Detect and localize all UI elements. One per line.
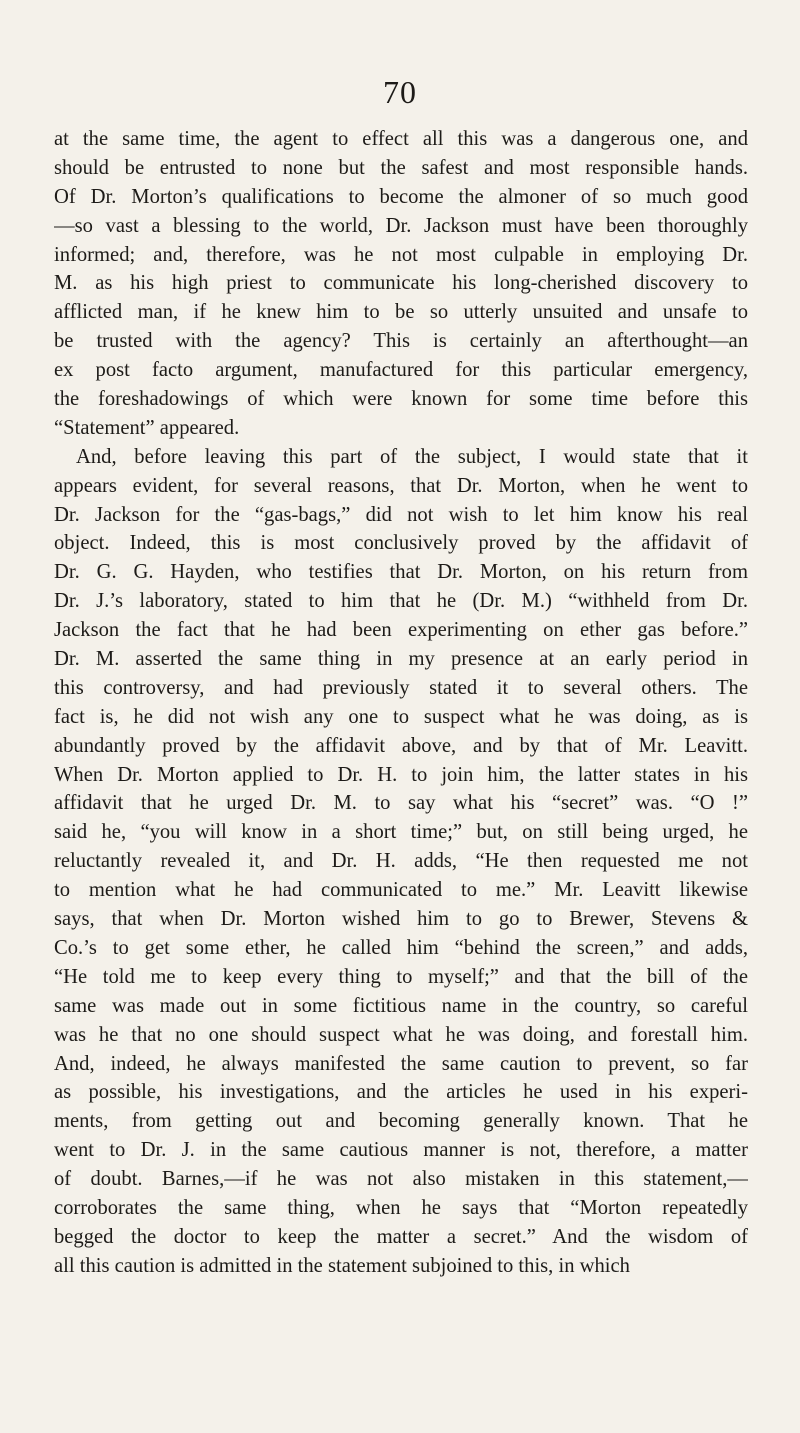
text-line: —so vast a blessing to the world, Dr. Jackson must have been thoroughly [54,214,748,237]
text-line: appears evident, for several reasons, that Dr. Morton, when he went to [54,474,748,497]
text-line: all this caution is admitted in the statement subjoined to this, in which [54,1254,630,1277]
text-line: begged the doctor to keep the matter a secret.” And the wisdom of [54,1225,748,1248]
text-line: object. Indeed, this is most conclusively proved by the affidavit of [54,532,748,555]
text-line: of doubt. Barnes,—if he was not also mistaken in this statement,— [54,1168,748,1191]
page-number: 70 [383,74,417,110]
text-line: Dr. G. G. Hayden, who testifies that Dr. Morton, on his return from [54,561,748,584]
text-line: Dr. Jackson for the “gas-bags,” did not wish to let him know his real [54,503,748,526]
text-line: should be entrusted to none but the safest and most responsible hands. [54,156,748,179]
text-line: the foreshadowings of which were known for some time before this [54,388,748,411]
text-line: this controversy, and had previously stated it to several others. The [54,676,748,699]
text-line: M. as his high priest to communicate his long-cherished discovery to [54,272,748,295]
text-line: afflicted man, if he knew him to be so utterly unsuited and unsafe to [54,301,748,324]
text-line: reluctantly revealed it, and Dr. H. adds, “He then requested me not [54,850,748,873]
text-line: was he that no one should suspect what he was doing, and forestall him. [54,1023,748,1046]
text-line: When Dr. Morton applied to Dr. H. to join him, the latter states in his [54,763,748,786]
text-line: And, before leaving this part of the subject, I would state that it [76,445,748,468]
text-line: Co.’s to get some ether, he called him “behind the screen,” and adds, [54,936,748,959]
text-line: same was made out in some fictitious name in the country, so careful [54,994,748,1017]
text-line: Of Dr. Morton’s qualifications to become the almoner of so much good [54,185,748,208]
text-line: at the same time, the agent to effect all this was a dangerous one, and [54,128,748,150]
text-line: corroborates the same thing, when he says that “Morton repeatedly [54,1196,748,1219]
text-line: informed; and, therefore, was he not most culpable in employing Dr. [54,243,748,266]
text-line: fact is, he did not wish any one to suspect what he was doing, as is [54,705,748,728]
text-line: abundantly proved by the affidavit above, and by that of Mr. Leavitt. [54,734,748,757]
text-line: Dr. J.’s laboratory, stated to him that he (Dr. M.) “withheld from Dr. [54,590,748,613]
text-line: Jackson the fact that he had been experimenting on ether gas before.” [54,619,748,642]
text-line: to mention what he had communicated to me.” Mr. Leavitt likewise [54,879,748,902]
text-line: And, indeed, he always manifested the same caution to prevent, so far [54,1052,748,1075]
text-line: affidavit that he urged Dr. M. to say what his “secret” was. “O !” [54,792,748,815]
text-line: “Statement” appeared. [54,416,240,439]
text-line: ments, from getting out and becoming generally known. That he [54,1110,748,1133]
text-line: ex post facto argument, manufactured for this particular emergency, [54,359,748,382]
text-line: went to Dr. J. in the same cautious manner is not, therefore, a matter [54,1139,748,1162]
text-line: said he, “you will know in a short time;” but, on still being urged, he [54,821,748,844]
text-line: Dr. M. asserted the same thing in my presence at an early period in [54,648,748,671]
text-line: says, that when Dr. Morton wished him to go to Brewer, Stevens & [54,908,748,931]
text-line: be trusted with the agency? This is certainly an afterthought—an [54,330,748,353]
text-line: “He told me to keep every thing to myself;” and that the bill of the [54,965,748,988]
text-line: as possible, his investigations, and the articles he used in his experi- [54,1081,748,1104]
body-text [54,125,748,1281]
